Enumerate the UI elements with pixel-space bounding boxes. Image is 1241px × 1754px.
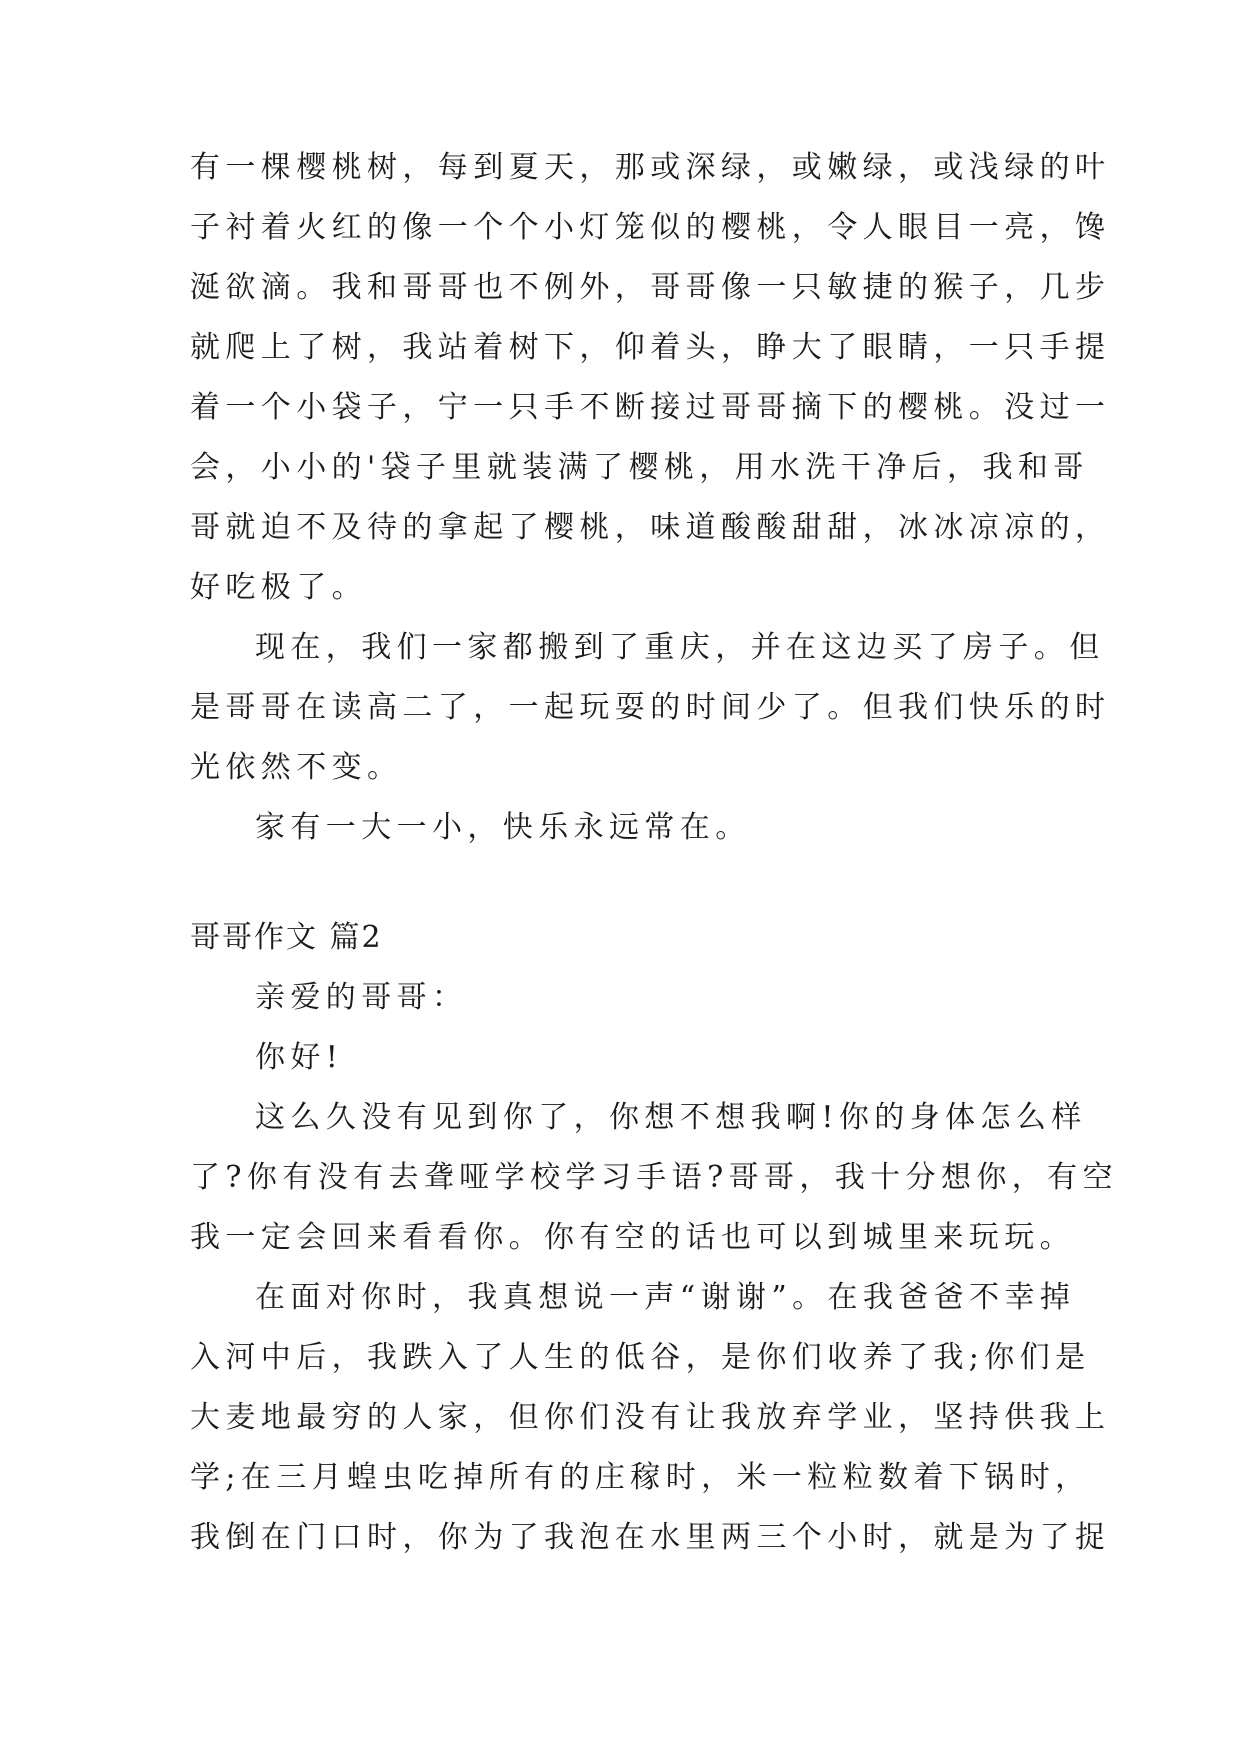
text-line: 入河中后，我跌入了人生的低谷，是你们收养了我;你们是 bbox=[190, 1340, 1091, 1375]
text-line: 我倒在门口时，你为了我泡在水里两三个小时，就是为了捉 bbox=[190, 1520, 1111, 1555]
text-line: 了?你有没有去聋哑学校学习手语?哥哥，我十分想你，有空 bbox=[190, 1160, 1118, 1195]
text-line: 在面对你时，我真想说一声“谢谢”。在我爸爸不幸掉 bbox=[255, 1280, 1076, 1315]
text-line: 会，小小的'袋子里就装满了樱桃，用水洗干净后，我和哥 bbox=[190, 450, 1089, 485]
text-line: 我一定会回来看看你。你有空的话也可以到城里来玩玩。 bbox=[190, 1220, 1075, 1255]
text-line: 就爬上了树，我站着树下，仰着头，睁大了眼睛，一只手提 bbox=[190, 330, 1111, 365]
text-line: 光依然不变。 bbox=[190, 750, 403, 785]
text-line: 家有一大一小，快乐永远常在。 bbox=[255, 810, 751, 845]
text-line: 好吃极了。 bbox=[190, 570, 367, 605]
letter-greeting: 你好! bbox=[255, 1040, 344, 1075]
text-line: 现在，我们一家都搬到了重庆，并在这边买了房子。但 bbox=[255, 630, 1105, 665]
text-line: 着一个小袋子，宁一只手不断接过哥哥摘下的樱桃。没过一 bbox=[190, 390, 1111, 425]
text-line: 哥就迫不及待的拿起了樱桃，味道酸酸甜甜，冰冰凉凉的， bbox=[190, 510, 1111, 545]
text-line: 这么久没有见到你了，你想不想我啊!你的身体怎么样 bbox=[255, 1100, 1087, 1135]
text-line: 有一棵樱桃树，每到夏天，那或深绿，或嫩绿，或浅绿的叶 bbox=[190, 150, 1111, 185]
text-line: 大麦地最穷的人家，但你们没有让我放弃学业，坚持供我上 bbox=[190, 1400, 1111, 1435]
section-heading: 哥哥作文 篇2 bbox=[190, 920, 383, 955]
text-line: 学;在三月蝗虫吃掉所有的庄稼时，米一粒粒数着下锅时， bbox=[190, 1460, 1091, 1495]
letter-salutation: 亲爱的哥哥： bbox=[255, 980, 468, 1015]
text-line: 子衬着火红的像一个个小灯笼似的樱桃，令人眼目一亮，馋 bbox=[190, 210, 1111, 245]
text-line: 涎欲滴。我和哥哥也不例外，哥哥像一只敏捷的猴子，几步 bbox=[190, 270, 1111, 305]
text-line: 是哥哥在读高二了，一起玩耍的时间少了。但我们快乐的时 bbox=[190, 690, 1111, 725]
